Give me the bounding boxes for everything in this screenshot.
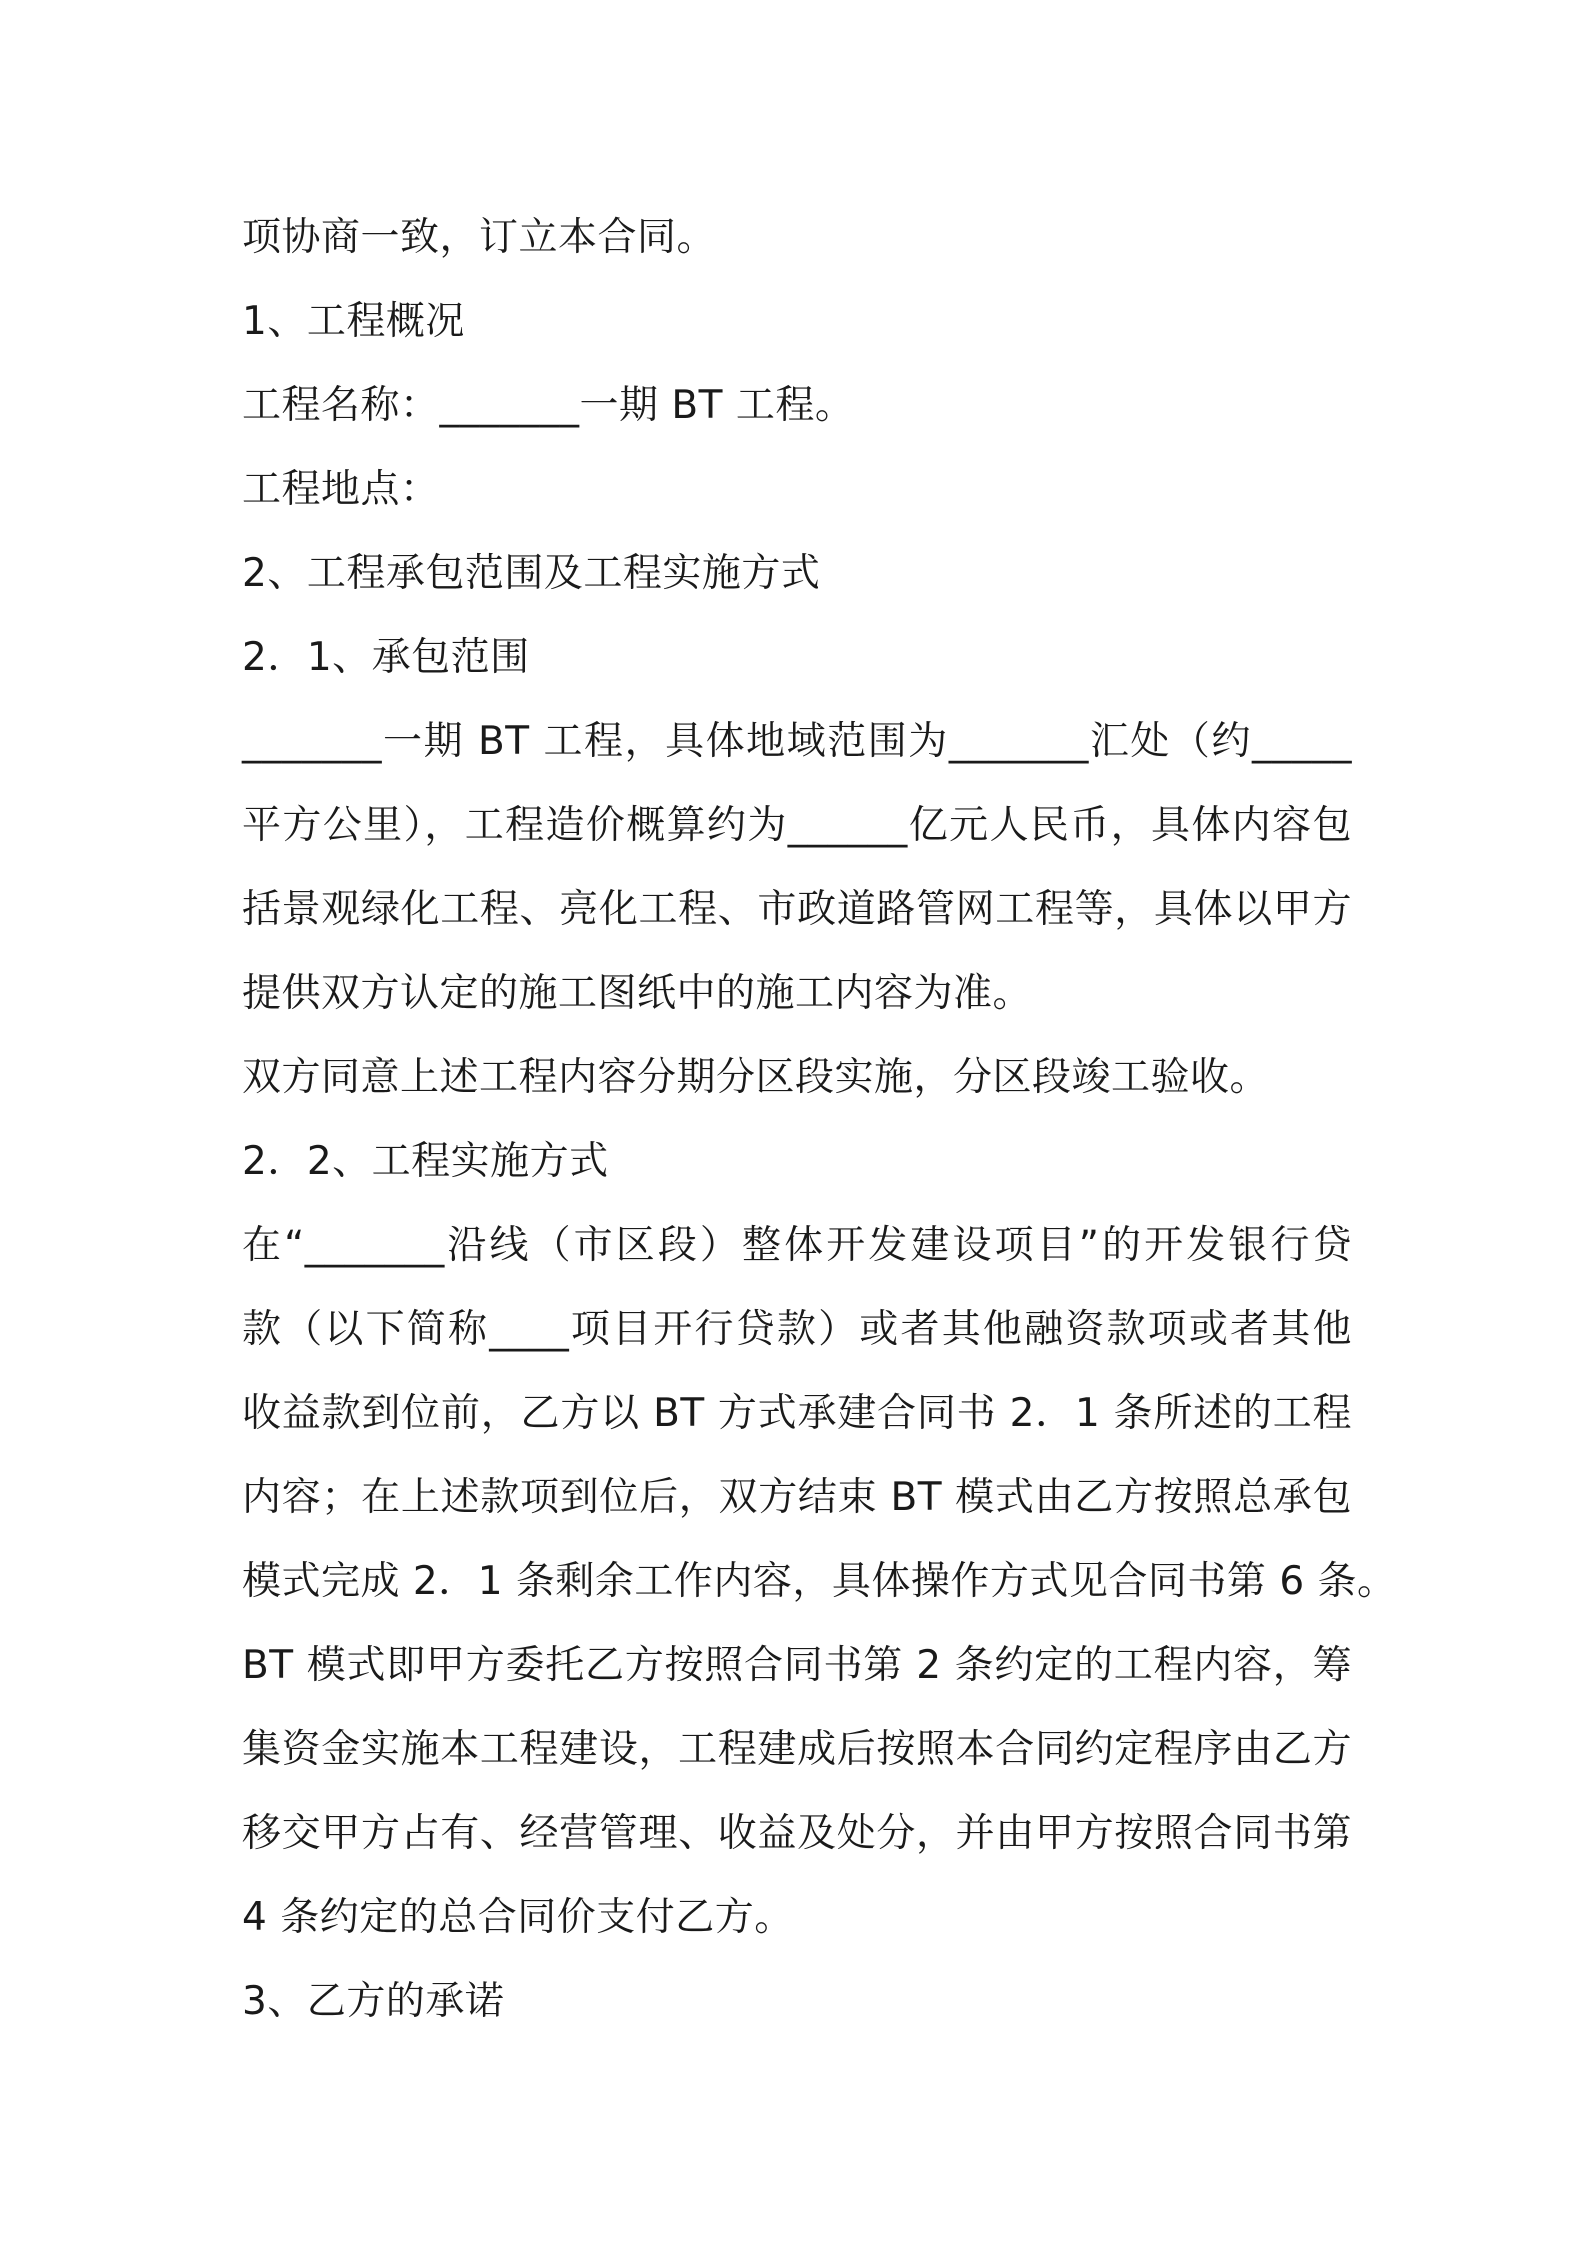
- paragraph-line: 集资金实施本工程建设，工程建成后按照本合同约定程序由乙方: [242, 1727, 1352, 1772]
- subsection-heading: 2．1、承包范围: [242, 635, 530, 680]
- paragraph-line: 双方同意上述工程内容分期分区段实施，分区段竣工验收。: [242, 1055, 1270, 1100]
- paragraph-line: 模式完成 2．1 条剩余工作内容，具体操作方式见合同书第 6 条。: [242, 1559, 1397, 1604]
- paragraph-line: 工程地点：: [242, 467, 440, 512]
- document-body: [242, 196, 1397, 2044]
- paragraph-line: 4 条约定的总合同价支付乙方。: [242, 1895, 794, 1940]
- paragraph-line: 括景观绿化工程、亮化工程、市政道路管网工程等，具体以甲方: [242, 887, 1352, 932]
- subsection-heading: 2．2、工程实施方式: [242, 1139, 609, 1184]
- paragraph-line: 提供双方认定的施工图纸中的施工内容为准。: [242, 971, 1033, 1016]
- section-heading: 3、乙方的承诺: [242, 1979, 505, 2024]
- paragraph-line: _______一期 BT 工程，具体地域范围为_______汇处（约_____: [242, 719, 1352, 764]
- paragraph-line: 移交甲方占有、经营管理、收益及处分，并由甲方按照合同书第: [242, 1811, 1352, 1856]
- paragraph-line: BT 模式即甲方委托乙方按照合同书第 2 条约定的工程内容，筹: [242, 1643, 1352, 1688]
- section-heading: 2、工程承包范围及工程实施方式: [242, 551, 821, 596]
- paragraph-line: 款（以下简称____项目开行贷款）或者其他融资款项或者其他: [242, 1307, 1352, 1352]
- paragraph-line: 收益款到位前，乙方以 BT 方式承建合同书 2．1 条所述的工程: [242, 1391, 1352, 1436]
- paragraph-line: 工程名称：_______一期 BT 工程。: [242, 383, 855, 428]
- paragraph-line: 平方公里），工程造价概算约为______亿元人民币，具体内容包: [242, 803, 1352, 848]
- section-heading: 1、工程概况: [242, 299, 465, 344]
- paragraph-line: 在“_______沿线（市区段）整体开发建设项目”的开发银行贷: [242, 1223, 1352, 1268]
- paragraph-line: 内容；在上述款项到位后，双方结束 BT 模式由乙方按照总承包: [242, 1475, 1352, 1520]
- paragraph-line: 项协商一致，订立本合同。: [242, 215, 717, 260]
